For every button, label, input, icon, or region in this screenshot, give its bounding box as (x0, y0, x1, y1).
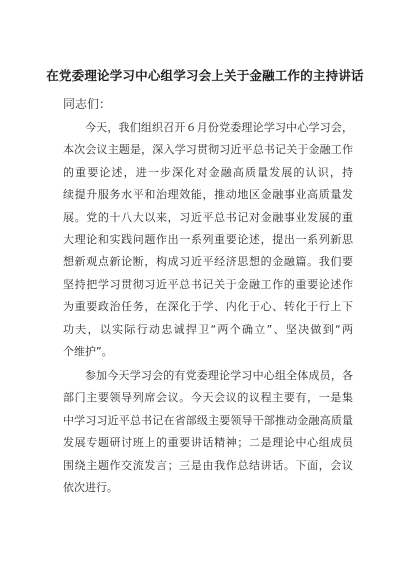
paragraph-line: 想新观点新论断，构成习近平经济思想的金融篇。我们要 (63, 255, 353, 269)
paragraph-opening (63, 117, 353, 363)
paragraph-line: 的重要论述，进一步深化对金融高质量发展的认识，持 (63, 165, 353, 179)
paragraph-line: 发展专题研讨班上的重要讲话精神；二是理论中心组成员 (63, 436, 353, 450)
salutation: 同志们： (63, 97, 112, 111)
paragraph-line: 续提升服务水平和治理效能，推动地区金融事业高质量发 (63, 188, 353, 202)
paragraph-line: 中学习习近平总书记在省部级主要领导干部推动金融高质量 (63, 413, 353, 427)
paragraph-line: 参加今天学习会的有党委理论学习中心组全体成员，各 (85, 369, 353, 382)
paragraph-line: 本次会议主题是，深入学习贯彻习近平总书记关于金融工作 (63, 143, 353, 157)
paragraph-line: 依次进行。 (63, 480, 118, 494)
paragraph-line: 功夫，以实际行动忠诚捍卫“两个确立”、坚决做到“两 (63, 322, 353, 336)
paragraph-line: 坚持把学习贯彻习近平总书记关于金融工作的重要论述作 (63, 277, 353, 291)
paragraph-line: 围绕主题作交流发言；三是由我作总结讲话。下面，会议 (63, 458, 353, 472)
paragraph-line: 个维护”。 (63, 344, 113, 358)
paragraph-line: 大理论和实践问题作出一系列重要论述，提出一系列新思 (63, 232, 353, 246)
paragraph-line: 为重要政治任务，在深化于学、内化于心、转化于行上下 (63, 300, 353, 314)
paragraph-agenda (63, 365, 353, 499)
paragraph-line: 展。党的十八大以来，习近平总书记对金融事业发展的重 (63, 210, 353, 224)
paragraph-line: 今天，我们组织召开６月份党委理论学习中心学习会， (85, 121, 353, 134)
paragraph-line: 部门主要领导列席会议。今天会议的议程主要有，一是集 (63, 391, 353, 405)
document-title: 在党委理论学习中心组学习会上关于金融工作的主持讲话 (46, 68, 364, 83)
